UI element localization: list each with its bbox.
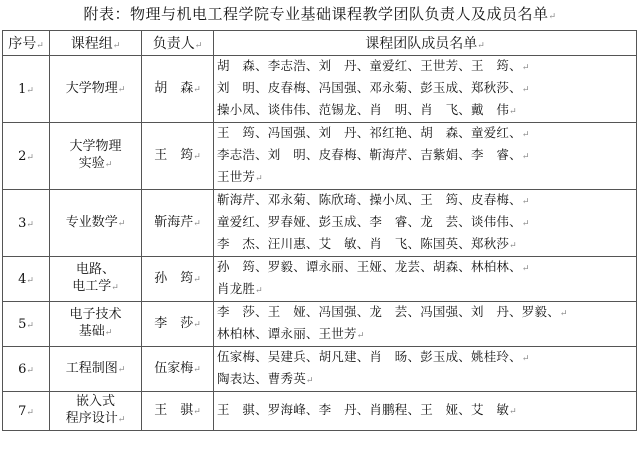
return-mark: ↵ bbox=[26, 407, 34, 418]
return-mark: ↵ bbox=[509, 407, 517, 417]
cell-row-number: 3↵ bbox=[3, 190, 50, 257]
return-mark: ↵ bbox=[193, 218, 201, 229]
members-line: 靳海芹、邓永菊、陈欣琦、操小凤、王 筠、皮春梅、↵ bbox=[217, 192, 530, 207]
header-course: 课程组↵ bbox=[50, 31, 142, 56]
return-mark: ↵ bbox=[117, 218, 126, 229]
header-members: 课程团队成员名单↵ bbox=[214, 31, 637, 56]
course-line: 大学物理↵ bbox=[65, 80, 126, 96]
return-mark: ↵ bbox=[559, 309, 568, 319]
members-line: 王 筠、冯国强、刘 丹、祁红艳、胡 森、童爱红、↵ bbox=[217, 125, 530, 140]
members-line: 李志浩、刘 明、皮春梅、靳海芹、吉紫娟、李 睿、↵ bbox=[217, 147, 530, 162]
return-mark: ↵ bbox=[521, 354, 530, 364]
cell-row-number: 7↵ bbox=[3, 392, 50, 431]
cell-row-number: 5↵ bbox=[3, 302, 50, 347]
table-row bbox=[3, 56, 637, 123]
return-mark: ↵ bbox=[26, 85, 34, 96]
cell-team-lead: 李 莎↵ bbox=[142, 302, 214, 347]
members-line: 王 骐、罗海峰、李 丹、肖鹏程、王 娅、艾 敏↵ bbox=[217, 402, 517, 417]
return-mark: ↵ bbox=[193, 84, 201, 95]
return-mark: ↵ bbox=[117, 415, 126, 425]
members-line: 李 杰、汪川惠、艾 敏、肖 飞、陈国英、郑秋莎↵ bbox=[217, 236, 517, 251]
members-line: 陶表达、曹秀英↵ bbox=[217, 371, 314, 386]
course-line: 程序设计↵ bbox=[65, 411, 126, 426]
cell-team-members bbox=[214, 123, 637, 190]
return-mark: ↵ bbox=[104, 160, 113, 170]
cell-team-lead: 孙 筠↵ bbox=[142, 257, 214, 302]
table-row bbox=[3, 123, 637, 190]
members-line: 林柏林、谭永丽、王世芳↵ bbox=[217, 326, 365, 341]
return-mark: ↵ bbox=[117, 84, 126, 95]
members-line: 肖龙胜↵ bbox=[217, 281, 263, 296]
header-no: 序号↵ bbox=[3, 31, 50, 56]
cell-team-members bbox=[214, 347, 637, 392]
document-title-text: 附表：物理与机电工程学院专业基础课程教学团队负责人及成员名单 bbox=[83, 5, 549, 23]
return-mark: ↵ bbox=[26, 275, 34, 286]
return-mark: ↵ bbox=[193, 151, 201, 162]
course-line: 专业数学↵ bbox=[65, 214, 126, 230]
return-mark: ↵ bbox=[477, 41, 485, 51]
cell-team-members bbox=[214, 190, 637, 257]
course-line: 嵌入式 bbox=[75, 394, 115, 409]
team-roster-table bbox=[2, 30, 637, 431]
return-mark: ↵ bbox=[26, 152, 34, 163]
cell-team-lead: 靳海芹↵ bbox=[142, 190, 214, 257]
members-line: 刘 明、皮春梅、冯国强、邓永菊、彭玉成、郑秋莎、↵ bbox=[217, 80, 530, 95]
return-mark: ↵ bbox=[305, 376, 314, 386]
return-mark: ↵ bbox=[521, 130, 530, 140]
return-mark: ↵ bbox=[521, 63, 530, 73]
cell-team-lead: 王 骐↵ bbox=[142, 392, 214, 431]
cell-course-group bbox=[50, 56, 142, 123]
cell-team-lead: 王 筠↵ bbox=[142, 123, 214, 190]
members-line: 李 莎、王 娅、冯国强、龙 芸、冯国强、刘 丹、罗毅、↵ bbox=[217, 304, 568, 319]
return-mark: ↵ bbox=[112, 41, 121, 51]
course-line: 电子技术 bbox=[69, 307, 122, 322]
return-mark: ↵ bbox=[36, 41, 44, 51]
cell-team-members bbox=[214, 392, 637, 431]
course-line: 基础↵ bbox=[78, 324, 113, 339]
course-line: 实验↵ bbox=[78, 156, 113, 171]
table-row bbox=[3, 347, 637, 392]
cell-course-group bbox=[50, 190, 142, 257]
cell-team-members bbox=[214, 56, 637, 123]
return-mark: ↵ bbox=[26, 219, 34, 230]
return-mark: ↵ bbox=[356, 331, 365, 341]
members-line: 孙 筠、罗毅、谭永丽、王娅、龙芸、胡森、林柏林、↵ bbox=[217, 259, 530, 274]
return-mark: ↵ bbox=[194, 41, 203, 51]
cell-team-lead: 胡 森↵ bbox=[142, 56, 214, 123]
return-mark: ↵ bbox=[193, 319, 201, 330]
return-mark: ↵ bbox=[117, 364, 126, 375]
table-row bbox=[3, 302, 637, 347]
cell-course-group bbox=[50, 347, 142, 392]
cell-course-group bbox=[50, 392, 142, 431]
return-mark: ↵ bbox=[255, 286, 263, 296]
cell-course-group bbox=[50, 302, 142, 347]
cell-row-number: 2↵ bbox=[3, 123, 50, 190]
cell-row-number: 4↵ bbox=[3, 257, 50, 302]
course-line: 电路、 bbox=[75, 262, 115, 277]
return-mark: ↵ bbox=[104, 328, 113, 338]
members-line: 操小凤、谈伟伟、范锡龙、肖 明、肖 飞、戴 伟↵ bbox=[217, 102, 517, 117]
table-row bbox=[3, 392, 637, 431]
return-mark: ↵ bbox=[548, 12, 557, 22]
table-header-row bbox=[3, 31, 637, 56]
course-line: 电工学↵ bbox=[72, 279, 119, 294]
cell-course-group bbox=[50, 257, 142, 302]
document-title bbox=[0, 0, 640, 28]
return-mark: ↵ bbox=[509, 107, 517, 117]
return-mark: ↵ bbox=[521, 85, 530, 95]
return-mark: ↵ bbox=[26, 320, 34, 331]
table-row bbox=[3, 257, 637, 302]
members-line: 伍家梅、吴建兵、胡凡建、肖 旸、彭玉成、姚桂玲、↵ bbox=[217, 349, 530, 364]
cell-row-number: 1↵ bbox=[3, 56, 50, 123]
members-line: 王世芳↵ bbox=[217, 169, 263, 184]
course-line: 工程制图↵ bbox=[65, 360, 126, 376]
return-mark: ↵ bbox=[521, 197, 530, 207]
table-row bbox=[3, 190, 637, 257]
members-line: 胡 森、李志浩、刘 丹、童爱红、王世芳、王 筠、↵ bbox=[217, 58, 530, 73]
return-mark: ↵ bbox=[193, 274, 201, 285]
header-lead: 负责人↵ bbox=[142, 31, 214, 56]
return-mark: ↵ bbox=[509, 241, 517, 251]
course-line: 大学物理 bbox=[69, 139, 122, 154]
return-mark: ↵ bbox=[193, 406, 201, 417]
cell-team-lead: 伍家梅↵ bbox=[142, 347, 214, 392]
cell-team-members bbox=[214, 257, 637, 302]
return-mark: ↵ bbox=[521, 152, 530, 162]
return-mark: ↵ bbox=[521, 264, 530, 274]
return-mark: ↵ bbox=[255, 174, 263, 184]
return-mark: ↵ bbox=[521, 219, 530, 229]
cell-course-group bbox=[50, 123, 142, 190]
return-mark: ↵ bbox=[193, 364, 201, 375]
return-mark: ↵ bbox=[26, 365, 34, 376]
table-body bbox=[3, 56, 637, 431]
cell-team-members bbox=[214, 302, 637, 347]
return-mark: ↵ bbox=[111, 283, 119, 293]
members-line: 童爱红、罗春娅、彭玉成、李 睿、龙 芸、谈伟伟、↵ bbox=[217, 214, 530, 229]
cell-row-number: 6↵ bbox=[3, 347, 50, 392]
